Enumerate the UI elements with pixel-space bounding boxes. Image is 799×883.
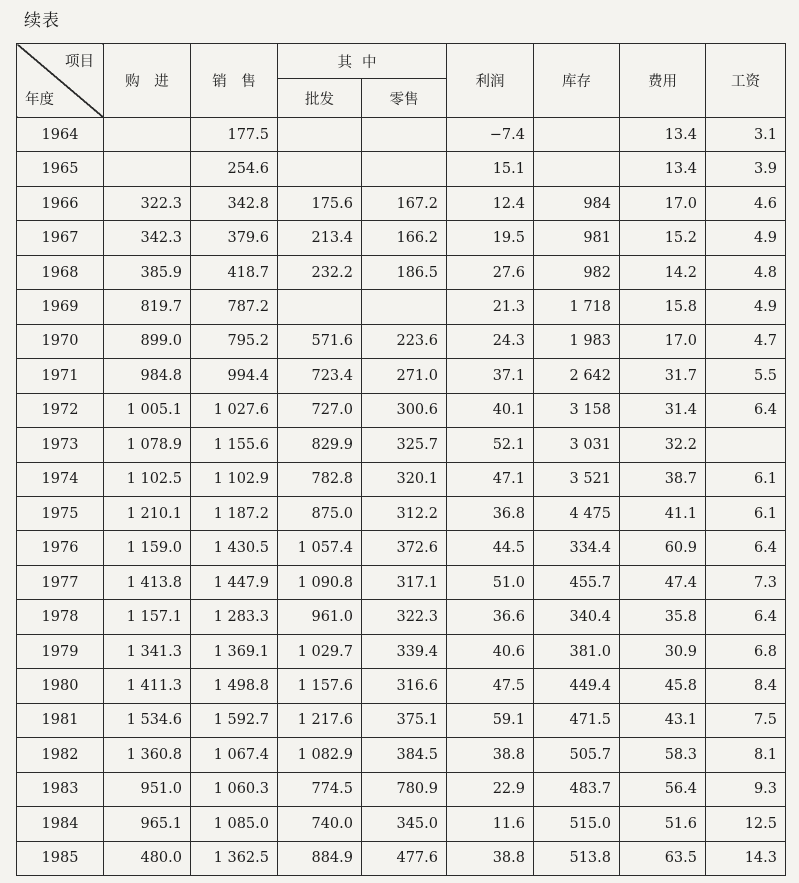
wholesale-cell: 829.9 [278, 428, 362, 462]
year-cell: 1975 [17, 496, 104, 530]
year-cell: 1964 [17, 118, 104, 152]
wholesale-cell [278, 152, 362, 186]
wholesale-cell: 175.6 [278, 186, 362, 220]
expenses-cell: 41.1 [620, 496, 706, 530]
purchase-cell: 1 078.9 [104, 428, 191, 462]
retail-cell [362, 118, 447, 152]
profit-cell: 36.6 [447, 600, 534, 634]
inventory-cell: 982 [534, 255, 620, 289]
retail-cell: 167.2 [362, 186, 447, 220]
expenses-cell: 45.8 [620, 669, 706, 703]
inventory-cell: 1 718 [534, 290, 620, 324]
table-row [17, 531, 786, 565]
table-row [17, 255, 786, 289]
statistics-table [16, 43, 786, 876]
wholesale-cell: 232.2 [278, 255, 362, 289]
sales-cell: 994.4 [191, 359, 278, 393]
header-wholesale: 批发 [278, 79, 362, 118]
table-row [17, 221, 786, 255]
profit-cell: 38.8 [447, 841, 534, 875]
purchase-cell: 1 341.3 [104, 634, 191, 668]
wages-cell: 8.4 [706, 669, 786, 703]
table-row [17, 359, 786, 393]
wholesale-cell: 213.4 [278, 221, 362, 255]
header-wages: 工资 [706, 44, 786, 118]
expenses-cell: 63.5 [620, 841, 706, 875]
sales-cell: 1 447.9 [191, 565, 278, 599]
year-cell: 1977 [17, 565, 104, 599]
wholesale-cell: 1 157.6 [278, 669, 362, 703]
purchase-cell [104, 118, 191, 152]
expenses-cell: 47.4 [620, 565, 706, 599]
diagonal-header-cell [17, 44, 104, 118]
wholesale-cell: 774.5 [278, 772, 362, 806]
expenses-cell: 13.4 [620, 152, 706, 186]
purchase-cell: 1 157.1 [104, 600, 191, 634]
expenses-cell: 35.8 [620, 600, 706, 634]
expenses-cell: 31.4 [620, 393, 706, 427]
purchase-cell: 1 413.8 [104, 565, 191, 599]
retail-cell: 372.6 [362, 531, 447, 565]
retail-cell: 186.5 [362, 255, 447, 289]
profit-cell: 52.1 [447, 428, 534, 462]
expenses-cell: 31.7 [620, 359, 706, 393]
retail-cell: 320.1 [362, 462, 447, 496]
table-row [17, 324, 786, 358]
retail-cell: 317.1 [362, 565, 447, 599]
table-row [17, 703, 786, 737]
profit-cell: 51.0 [447, 565, 534, 599]
sales-cell: 1 369.1 [191, 634, 278, 668]
year-cell: 1966 [17, 186, 104, 220]
year-cell: 1968 [17, 255, 104, 289]
wages-cell: 6.1 [706, 462, 786, 496]
inventory-cell: 3 158 [534, 393, 620, 427]
table-row [17, 634, 786, 668]
purchase-cell: 1 005.1 [104, 393, 191, 427]
wages-cell: 7.3 [706, 565, 786, 599]
wages-cell: 7.5 [706, 703, 786, 737]
wholesale-cell: 782.8 [278, 462, 362, 496]
retail-cell: 345.0 [362, 807, 447, 841]
table-row [17, 669, 786, 703]
table-row [17, 118, 786, 152]
retail-cell: 166.2 [362, 221, 447, 255]
profit-cell: 40.6 [447, 634, 534, 668]
wages-cell: 4.9 [706, 221, 786, 255]
expenses-cell: 14.2 [620, 255, 706, 289]
wholesale-cell: 727.0 [278, 393, 362, 427]
retail-cell: 339.4 [362, 634, 447, 668]
table-row [17, 186, 786, 220]
wholesale-cell [278, 118, 362, 152]
wages-cell: 6.4 [706, 531, 786, 565]
wages-cell: 4.6 [706, 186, 786, 220]
header-of-which: 其中 [278, 44, 447, 79]
inventory-cell: 483.7 [534, 772, 620, 806]
retail-cell: 780.9 [362, 772, 447, 806]
year-cell: 1985 [17, 841, 104, 875]
sales-cell: 787.2 [191, 290, 278, 324]
sales-cell: 1 430.5 [191, 531, 278, 565]
sales-cell: 1 187.2 [191, 496, 278, 530]
year-cell: 1970 [17, 324, 104, 358]
inventory-cell: 513.8 [534, 841, 620, 875]
year-cell: 1984 [17, 807, 104, 841]
inventory-cell: 3 031 [534, 428, 620, 462]
profit-cell: 15.1 [447, 152, 534, 186]
table-row [17, 152, 786, 186]
wholesale-cell: 1 217.6 [278, 703, 362, 737]
table-row [17, 841, 786, 875]
profit-cell: 44.5 [447, 531, 534, 565]
table-row [17, 565, 786, 599]
retail-cell [362, 290, 447, 324]
wages-cell: 4.7 [706, 324, 786, 358]
wages-cell: 8.1 [706, 738, 786, 772]
retail-cell: 477.6 [362, 841, 447, 875]
wages-cell: 14.3 [706, 841, 786, 875]
sales-cell: 1 102.9 [191, 462, 278, 496]
wholesale-cell: 1 029.7 [278, 634, 362, 668]
profit-cell: 22.9 [447, 772, 534, 806]
profit-cell: 24.3 [447, 324, 534, 358]
sales-cell: 1 155.6 [191, 428, 278, 462]
expenses-cell: 51.6 [620, 807, 706, 841]
purchase-cell: 342.3 [104, 221, 191, 255]
year-cell: 1976 [17, 531, 104, 565]
purchase-cell: 385.9 [104, 255, 191, 289]
sales-cell: 1 085.0 [191, 807, 278, 841]
inventory-cell: 334.4 [534, 531, 620, 565]
year-cell: 1981 [17, 703, 104, 737]
purchase-cell: 819.7 [104, 290, 191, 324]
year-cell: 1969 [17, 290, 104, 324]
profit-cell: 47.5 [447, 669, 534, 703]
header-item-label: 项目 [65, 54, 94, 70]
table-caption: 续表 [24, 11, 60, 31]
sales-cell: 1 027.6 [191, 393, 278, 427]
year-cell: 1973 [17, 428, 104, 462]
wages-cell: 6.8 [706, 634, 786, 668]
retail-cell: 316.6 [362, 669, 447, 703]
expenses-cell: 30.9 [620, 634, 706, 668]
wholesale-cell: 875.0 [278, 496, 362, 530]
sales-cell: 1 060.3 [191, 772, 278, 806]
profit-cell: −7.4 [447, 118, 534, 152]
purchase-cell: 965.1 [104, 807, 191, 841]
table-row [17, 496, 786, 530]
wholesale-cell [278, 290, 362, 324]
header-expenses: 费用 [620, 44, 706, 118]
header-purchase: 购 进 [104, 44, 191, 118]
inventory-cell: 471.5 [534, 703, 620, 737]
sales-cell: 177.5 [191, 118, 278, 152]
purchase-cell: 1 360.8 [104, 738, 191, 772]
table-row [17, 807, 786, 841]
year-cell: 1965 [17, 152, 104, 186]
table-body [17, 118, 786, 876]
wages-cell: 12.5 [706, 807, 786, 841]
table-row [17, 290, 786, 324]
expenses-cell: 13.4 [620, 118, 706, 152]
wages-cell: 9.3 [706, 772, 786, 806]
retail-cell: 375.1 [362, 703, 447, 737]
expenses-cell: 60.9 [620, 531, 706, 565]
expenses-cell: 58.3 [620, 738, 706, 772]
table-row [17, 600, 786, 634]
profit-cell: 19.5 [447, 221, 534, 255]
table-row [17, 428, 786, 462]
profit-cell: 59.1 [447, 703, 534, 737]
wages-cell: 5.5 [706, 359, 786, 393]
inventory-cell: 3 521 [534, 462, 620, 496]
year-cell: 1982 [17, 738, 104, 772]
purchase-cell: 1 411.3 [104, 669, 191, 703]
table-row [17, 462, 786, 496]
wholesale-cell: 740.0 [278, 807, 362, 841]
inventory-cell: 449.4 [534, 669, 620, 703]
wages-cell: 3.1 [706, 118, 786, 152]
wholesale-cell: 1 057.4 [278, 531, 362, 565]
profit-cell: 47.1 [447, 462, 534, 496]
sales-cell: 342.8 [191, 186, 278, 220]
retail-cell: 322.3 [362, 600, 447, 634]
wholesale-cell: 1 090.8 [278, 565, 362, 599]
retail-cell: 300.6 [362, 393, 447, 427]
inventory-cell [534, 152, 620, 186]
purchase-cell: 322.3 [104, 186, 191, 220]
header-year-label: 年度 [25, 92, 54, 108]
purchase-cell: 480.0 [104, 841, 191, 875]
wholesale-cell: 961.0 [278, 600, 362, 634]
profit-cell: 12.4 [447, 186, 534, 220]
header-profit: 利润 [447, 44, 534, 118]
sales-cell: 1 498.8 [191, 669, 278, 703]
retail-cell: 271.0 [362, 359, 447, 393]
profit-cell: 27.6 [447, 255, 534, 289]
wages-cell: 6.1 [706, 496, 786, 530]
sales-cell: 254.6 [191, 152, 278, 186]
wholesale-cell: 571.6 [278, 324, 362, 358]
inventory-cell: 984 [534, 186, 620, 220]
retail-cell: 312.2 [362, 496, 447, 530]
sales-cell: 795.2 [191, 324, 278, 358]
wages-cell: 4.9 [706, 290, 786, 324]
retail-cell [362, 152, 447, 186]
table-row [17, 393, 786, 427]
year-cell: 1978 [17, 600, 104, 634]
inventory-cell: 4 475 [534, 496, 620, 530]
wages-cell: 6.4 [706, 393, 786, 427]
expenses-cell: 38.7 [620, 462, 706, 496]
expenses-cell: 32.2 [620, 428, 706, 462]
year-cell: 1979 [17, 634, 104, 668]
sales-cell: 418.7 [191, 255, 278, 289]
retail-cell: 325.7 [362, 428, 447, 462]
retail-cell: 384.5 [362, 738, 447, 772]
year-cell: 1974 [17, 462, 104, 496]
expenses-cell: 56.4 [620, 772, 706, 806]
table-row [17, 738, 786, 772]
sales-cell: 1 067.4 [191, 738, 278, 772]
expenses-cell: 17.0 [620, 186, 706, 220]
inventory-cell: 515.0 [534, 807, 620, 841]
sales-cell: 1 362.5 [191, 841, 278, 875]
year-cell: 1967 [17, 221, 104, 255]
inventory-cell: 381.0 [534, 634, 620, 668]
table-row [17, 772, 786, 806]
expenses-cell: 15.8 [620, 290, 706, 324]
expenses-cell: 15.2 [620, 221, 706, 255]
header-sales: 销 售 [191, 44, 278, 118]
wholesale-cell: 884.9 [278, 841, 362, 875]
inventory-cell: 455.7 [534, 565, 620, 599]
wholesale-cell: 723.4 [278, 359, 362, 393]
purchase-cell [104, 152, 191, 186]
purchase-cell: 1 534.6 [104, 703, 191, 737]
year-cell: 1972 [17, 393, 104, 427]
profit-cell: 40.1 [447, 393, 534, 427]
purchase-cell: 1 102.5 [104, 462, 191, 496]
year-cell: 1971 [17, 359, 104, 393]
sales-cell: 379.6 [191, 221, 278, 255]
header-inventory: 库存 [534, 44, 620, 118]
inventory-cell: 505.7 [534, 738, 620, 772]
profit-cell: 37.1 [447, 359, 534, 393]
expenses-cell: 43.1 [620, 703, 706, 737]
profit-cell: 38.8 [447, 738, 534, 772]
wages-cell: 4.8 [706, 255, 786, 289]
wholesale-cell: 1 082.9 [278, 738, 362, 772]
purchase-cell: 1 159.0 [104, 531, 191, 565]
purchase-cell: 1 210.1 [104, 496, 191, 530]
expenses-cell: 17.0 [620, 324, 706, 358]
year-cell: 1980 [17, 669, 104, 703]
purchase-cell: 899.0 [104, 324, 191, 358]
profit-cell: 36.8 [447, 496, 534, 530]
sales-cell: 1 592.7 [191, 703, 278, 737]
year-cell: 1983 [17, 772, 104, 806]
purchase-cell: 951.0 [104, 772, 191, 806]
wages-cell [706, 428, 786, 462]
inventory-cell [534, 118, 620, 152]
wages-cell: 6.4 [706, 600, 786, 634]
profit-cell: 11.6 [447, 807, 534, 841]
inventory-cell: 981 [534, 221, 620, 255]
inventory-cell: 2 642 [534, 359, 620, 393]
sales-cell: 1 283.3 [191, 600, 278, 634]
inventory-cell: 340.4 [534, 600, 620, 634]
wages-cell: 3.9 [706, 152, 786, 186]
header-retail: 零售 [362, 79, 447, 118]
inventory-cell: 1 983 [534, 324, 620, 358]
profit-cell: 21.3 [447, 290, 534, 324]
retail-cell: 223.6 [362, 324, 447, 358]
purchase-cell: 984.8 [104, 359, 191, 393]
